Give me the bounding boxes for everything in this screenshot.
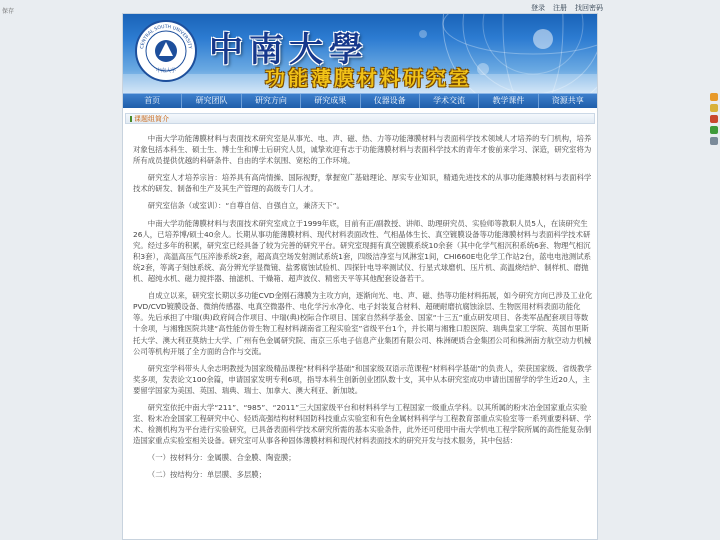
section-header [125,113,595,124]
section-title: 课题组简介 [134,115,169,123]
intro-content [133,133,595,487]
nav-instruments[interactable]: 仪器设备 [361,94,420,108]
intro-paragraph: 研究室人才培养宗旨：培养具有高尚情操、国际视野，掌握宽广基础理论、厚实专业知识，精通先进技术的从事功能薄膜材料与表面科学技术的研发、制备和生产及其生产管理的高级专门人才。 [133,173,592,194]
logo-text-bottom: 中南大学 [155,68,177,74]
header-banner [123,14,597,94]
intro-paragraph: 研究室信条（或室训）：“自尊自信、自强自立，兼济天下”。 [147,201,344,211]
logo-text-top: CENTRAL SOUTH UNIVERSITY [140,24,192,50]
nav-research-direction[interactable]: 研究方向 [242,94,301,108]
nav-research-results[interactable]: 研究成果 [301,94,360,108]
main-nav [123,93,597,108]
lab-name: 功能薄膜材料研究室 [265,66,472,90]
side-toolbar [710,93,719,145]
nav-resource-sharing[interactable]: 资源共享 [551,96,584,105]
top-links [531,3,603,13]
section-marker-icon [130,116,132,122]
page-container [122,13,598,540]
nav-courseware[interactable]: 教学课件 [479,94,538,108]
print-icon[interactable] [710,115,718,123]
nav-academic-exchange[interactable]: 学术交流 [420,94,479,108]
recover-password-link[interactable]: 找回密码 [575,4,603,12]
nav-home[interactable]: 首页 [123,94,182,108]
list-item: （二）按结构分：单层膜、多层膜； [147,470,267,480]
corner-link[interactable]: 保存 [2,8,15,15]
recycle-icon[interactable] [710,126,718,134]
intro-paragraph: 研究室依托中南大学“211”、“985”、“2011”三大国家级平台和材料科学与工程国家一级重点学科。以其所属的粉末冶金国家重点实验室、粉末冶金国家工程研究中心、轻质高强结构材料国防科技重点实验室和有色金属材料科学与工程教育部重点实验室等一系列重要科研、学术、检测机构为平台进行实验研究，已具备表面科学技术研究所需的基本实验条件，此外还可使用中南大学机电工程学院所属的高性能复杂制造国家重点实验室相关设备。研究室可从事各种固体薄膜材料和现代材料表面技术的研究开发与技术服务，其中包括： [133,402,592,446]
intro-paragraph: 中南大学功能薄膜材料与表面技术研究室是从事光、电、声、磁、热、力等功能薄膜材料与表面科学技术领域人才培养的专门机构，培养对象包括本科生、硕士生、博士生和博士后研究人员，诚挚欢迎有志于功能薄膜材料与表面科学技术的青年才俊前来学习、深造，研究室将为所有成员提供优越的科研条件、自由的学术氛围、宽松的工作环境。 [133,134,592,166]
intro-paragraph: 自成立以来，研究室长期以多功能CVD金刚石薄膜为主攻方向，逐渐向光、电、声、磁、热等功能材料拓展，如今研究方向已涉及工业化PVD/CVD镀膜设备、微纳传感器、电真空微器件、电化学污水净化、电子封装复合材料、超硬耐磨抗腐蚀涂层、生物医用材料表面功能化等。先后承担了中瑞(典)政府间合作项目、中瑞(典)校际合作项目、国家自然科学基金、国家“十三五”重点研发项目、各类军品配套项目等数十余项，与湘雅医院共建“高性能仿骨生物工程材料湖南省工程实验室”省级平台1个，并长期与湘雅口腔医院、瑞典皇家工学院、英国布里斯托大学、澳大利亚莫纳士大学、广州有色金属研究院、南京三乐电子信息产业集团有限公司、株洲硬质合金集团公司和株洲南方航空动力机械公司等机构开展了全方面的合作与交流。 [133,291,593,356]
university-logo [135,20,197,82]
university-name: 中南大學 [209,30,369,70]
login-link[interactable]: 登录 [531,4,545,12]
nav-research-team[interactable]: 研究团队 [182,94,241,108]
mail-icon[interactable] [710,104,718,112]
intro-paragraph: 研究室学科带头人余志明教授为国家级精品课程“材料科学基础”和国家级双语示范课程“材料科学基础”的负责人，荣获国家级、省级教学奖多项，发表论文100余篇，申请国家发明专利6项，指导本科生创新创业团队数十支，其中从本研究室成功申请出国留学的学生近20人，主要留学国家为美国、英国、瑞典、瑞士、加拿大、澳大利亚、新加坡。 [133,363,592,395]
bookmark-icon[interactable] [710,137,718,145]
register-link[interactable]: 注册 [553,4,567,12]
list-item: （一）按材料分：金属膜、合金膜、陶瓷膜； [147,453,296,463]
share-icon[interactable] [710,93,718,101]
intro-paragraph: 中南大学功能薄膜材料与表面技术研究室成立于1999年底，目前有正/副教授、讲师、助理研究员、实验师等教职人员5人，在读研究生26人，已培养博/硕士40余人。长期从事功能薄膜材料、现代材料表面改性、气相晶体生长、真空镀膜设备等功能薄膜材料与表面科学技术研究。经过多年的积累，研究室已经具备了较为完善的研究平台。研究室现拥有真空镀膜系统10余套（其中化学气相沉积系统6套、物理气相沉积3套），高温高压气压淬渗系统2套，超高真空场发射测试系统1套，四级洁净室与风淋室1间，CHI660E电化学工作站2台，蓝电电池测试系统2套，等离子刻蚀系统、高分辨光学显微镜、盐雾腐蚀试验机、四探针电导率测试仪、行星式球磨机、压片机、高温烧结炉、制样机、磨抛机、超纯水机、磁力搅拌器、抽滤机、干燥箱、超声波仪、精密天平等其他配套设备若干。 [133,218,591,284]
